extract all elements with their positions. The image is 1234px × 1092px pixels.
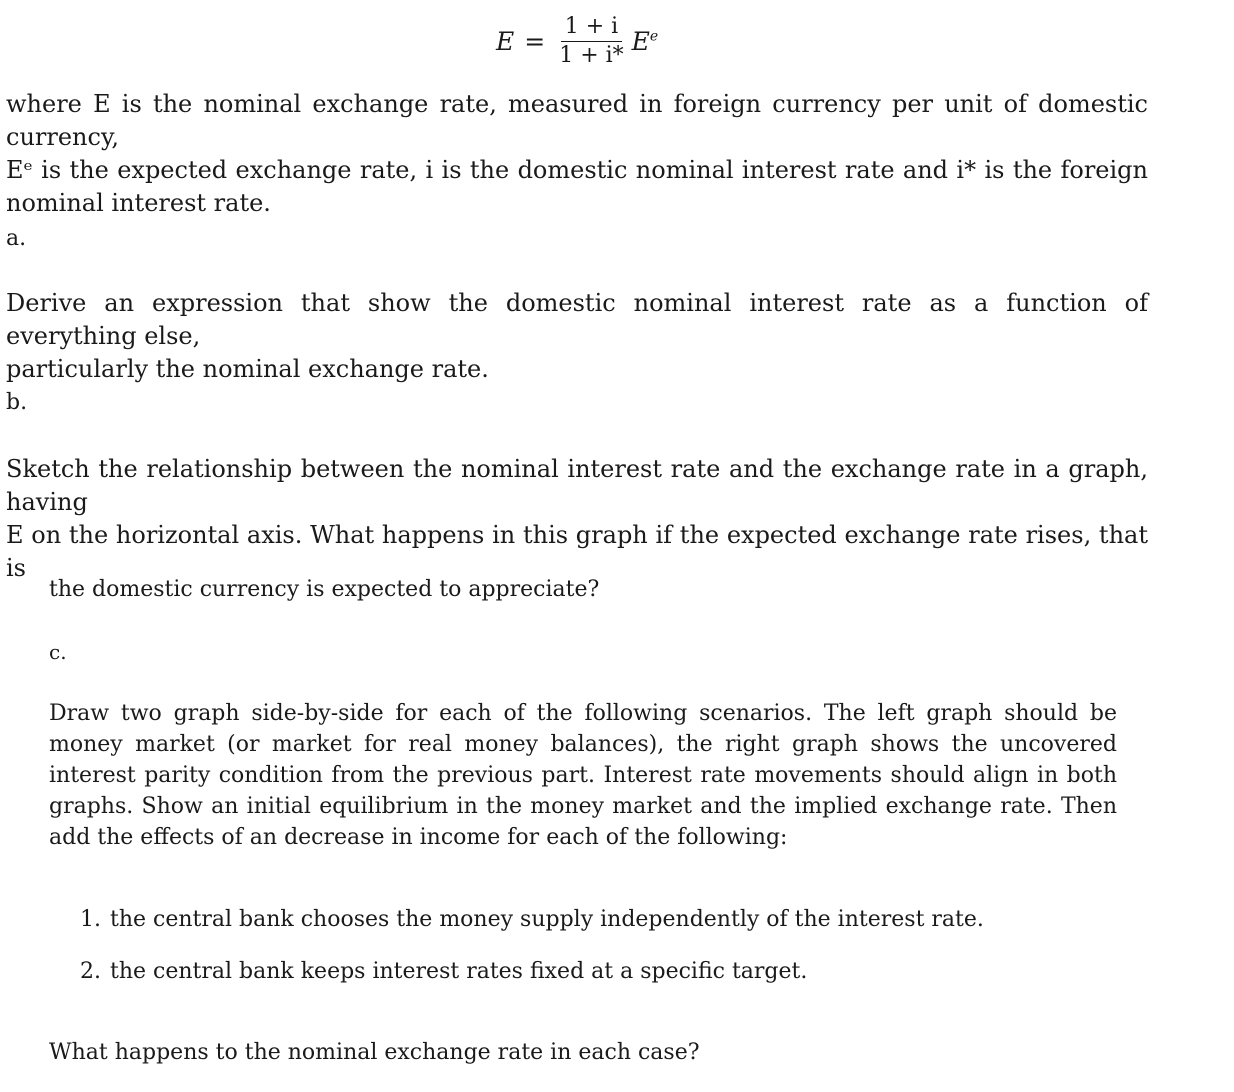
equation-denominator: 1 + i* (559, 42, 624, 68)
equation-numerator: 1 + i (561, 13, 622, 42)
part-b-line-3: the domestic currency is expected to appreciate? (49, 577, 600, 602)
intro-paragraph (6, 88, 1148, 220)
equation-rhs-base: E (631, 26, 650, 56)
equation-rhs (632, 27, 659, 56)
equation-equals: = (524, 26, 546, 56)
uip-equation (496, 8, 658, 74)
list-item (80, 956, 984, 987)
part-b-text (6, 453, 1148, 585)
part-a-line-2: particularly the nominal exchange rate. (6, 355, 489, 383)
part-a-text (6, 287, 1148, 386)
equation-lhs: E (496, 26, 515, 56)
part-a-line-1: Derive an expression that show the domestic nominal interest rate as a function of everything else, (6, 289, 1148, 350)
intro-line-2: Eᵉ is the expected exchange rate, i is the domestic nominal interest rate and i* is the foreign (6, 156, 1148, 184)
part-c-list (80, 904, 984, 1008)
part-b-line-2: E on the horizontal axis. What happens in this graph if the expected exchange rate rises, that is (6, 521, 1148, 582)
intro-line-3: nominal interest rate. (6, 189, 271, 217)
list-item-number: 1. (80, 907, 101, 932)
part-b-label: b. (6, 390, 28, 415)
equation-fraction (555, 13, 627, 70)
list-item (80, 904, 984, 935)
equation-rhs-sup: e (649, 28, 659, 45)
list-item-text: the central bank chooses the money supply independently of the interest rate. (110, 907, 984, 932)
part-c-question: What happens to the nominal exchange rate in each case? (49, 1040, 700, 1065)
part-c-text: Draw two graph side-by-side for each of the following scenarios. The left graph should be money market (or market for real money balances), the right graph shows the uncovered interest parity condition from the previous part. Interest rate movements should align in both graphs. Show an initial equilibrium in the money market and the implied exchange rate. Then add the effects of an decrease in income for each of the following: (49, 701, 1117, 850)
list-item-text: the central bank keeps interest rates fixed at a specific target. (110, 959, 808, 984)
part-c-label: c. (49, 640, 67, 664)
part-a-label: a. (6, 226, 27, 251)
list-item-number: 2. (80, 959, 101, 984)
part-b-line-1: Sketch the relationship between the nominal interest rate and the exchange rate in a graph, having (6, 455, 1148, 516)
intro-line-1: where E is the nominal exchange rate, measured in foreign currency per unit of domestic currency, (6, 90, 1148, 151)
